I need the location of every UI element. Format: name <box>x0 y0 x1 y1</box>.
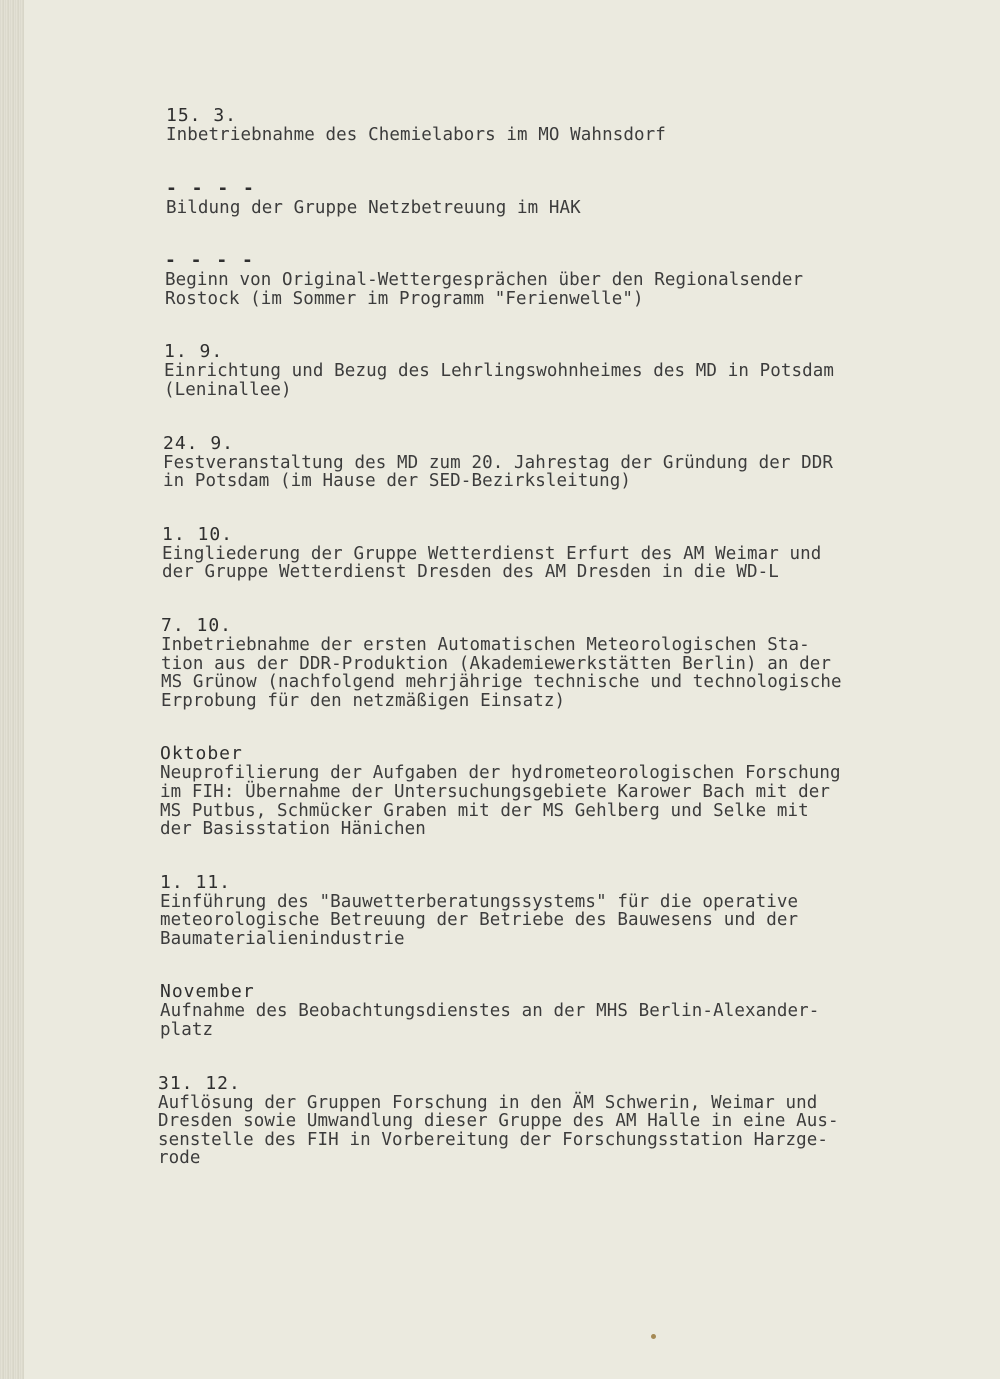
entry-text: Beginn von Original-Wettergesprächen über den Regionalsender Rostock (im Sommer im Programm "Ferienwelle") <box>165 270 804 309</box>
entry-date: 15. 3. <box>166 105 238 126</box>
entry-text: Auflösung der Gruppen Forschung in den ÄM Schwerin, Weimar und Dresden sowie Umwandlung dieser Gruppe des AM Halle in eine Aus- senstelle des FIH in Vorbereitung der Forschungsstation Harzge- rode <box>158 1092 839 1169</box>
entry-date: - - - - <box>166 177 256 199</box>
entry-date: 31. 12. <box>158 1072 241 1094</box>
chronology-entry <box>160 873 950 949</box>
chronology-entry <box>161 616 950 710</box>
chronology-entry <box>164 342 950 399</box>
entry-text: Neuprofilierung der Aufgaben der hydrometeorologischen Forschung im FIH: Übernahme der Untersuchungsgebiete Karower Bach mit der MS Putbus, Schmücker Graben mit der MS Gehlberg und Selke mit der Basisstation Hänichen <box>160 763 841 840</box>
chronology-entry <box>160 982 950 1039</box>
entry-text: Bildung der Gruppe Netzbetreuung im HAK <box>166 197 581 218</box>
entry-date: 1. 9. <box>164 341 224 363</box>
entry-text: Einführung des "Bauwetterberatungssystems" für die operative meteorologische Betreuung der Betriebe des Bauwesens und der Baumaterialienindustrie <box>160 891 799 949</box>
entry-text: Inbetriebnahme der ersten Automatischen Meteorologischen Sta- tion aus der DDR-Produktion (Akademiewerkstätten Berlin) an der MS Grünow (nachfolgend mehrjährige technische und technologische Erprobung für den netzmäßigen Einsatz) <box>161 634 842 711</box>
entry-text: Aufnahme des Beobachtungsdienstes an der MHS Berlin-Alexander- platz <box>160 1001 820 1041</box>
chronology-entry <box>163 434 950 491</box>
chronology-list <box>160 106 950 1202</box>
chronology-entry <box>166 106 950 145</box>
chronology-entry <box>165 251 950 308</box>
entry-date: - - - - <box>165 250 255 272</box>
paper-speck <box>651 1334 656 1339</box>
entry-text: Einrichtung und Bezug des Lehrlingswohnheimes des MD in Potsdam (Leninallee) <box>164 361 835 400</box>
entry-date: 24. 9. <box>163 432 235 454</box>
chronology-entry <box>158 1074 950 1168</box>
entry-date: 1. 11. <box>160 871 232 893</box>
entry-text: Festveranstaltung des MD zum 20. Jahrestag der Gründung der DDR in Potsdam (im Hause der SED-Bezirksleitung) <box>163 452 834 492</box>
chronology-entry <box>160 744 950 838</box>
entry-date: Oktober <box>160 743 243 765</box>
entry-date: 7. 10. <box>161 614 233 636</box>
page-edge <box>0 0 24 1379</box>
entry-text: Eingliederung der Gruppe Wetterdienst Erfurt des AM Weimar und der Gruppe Wetterdienst Dresden des AM Dresden in die WD-L <box>162 543 822 583</box>
entry-date: 1. 10. <box>162 523 234 545</box>
chronology-entry <box>162 525 950 582</box>
entry-text: Inbetriebnahme des Chemielabors im MO Wahnsdorf <box>166 125 666 145</box>
entry-date: November <box>160 981 255 1003</box>
chronology-entry <box>166 179 950 218</box>
